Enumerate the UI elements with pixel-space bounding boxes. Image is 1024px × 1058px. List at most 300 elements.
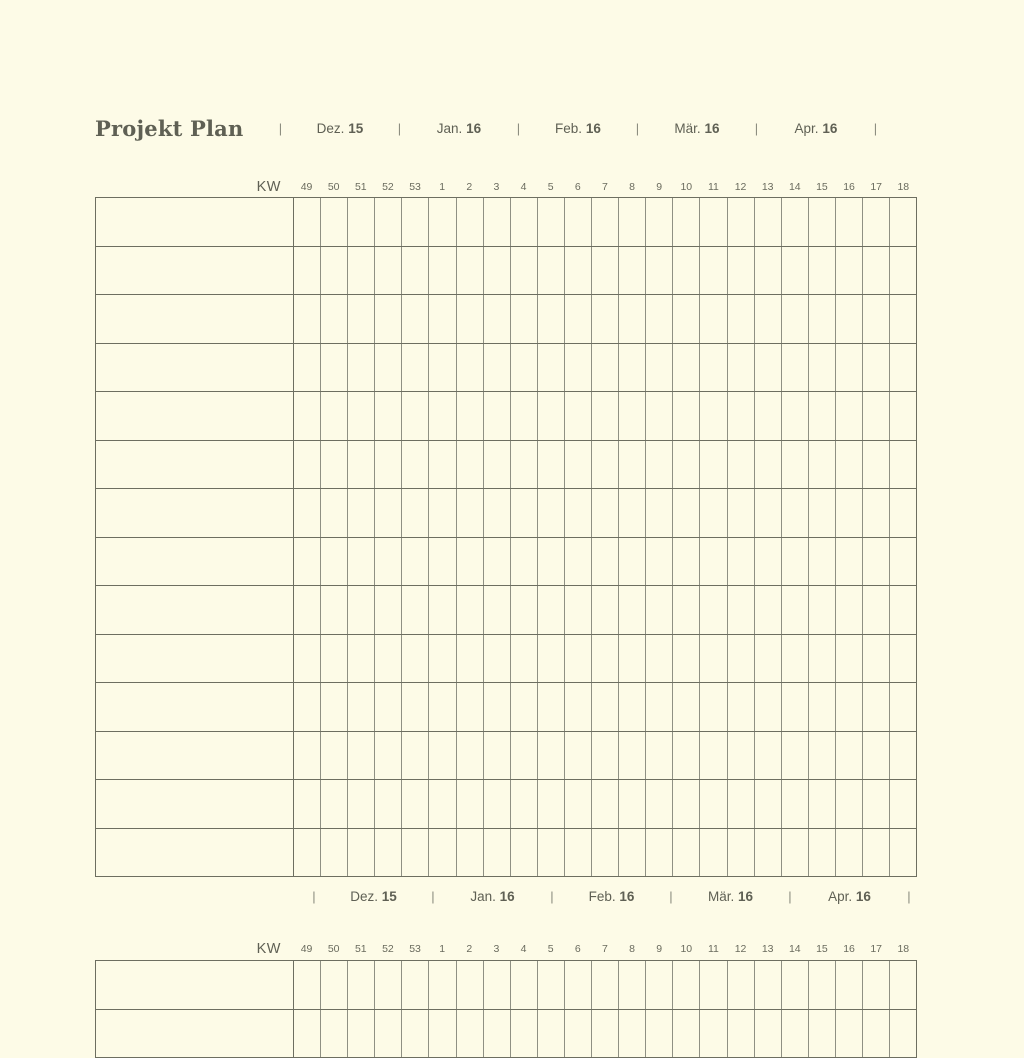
- week-cell[interactable]: [565, 780, 592, 828]
- task-name-cell[interactable]: [96, 780, 294, 828]
- week-cell[interactable]: [890, 732, 917, 780]
- week-cell[interactable]: [619, 441, 646, 489]
- week-cell[interactable]: [321, 683, 348, 731]
- week-cell[interactable]: [755, 732, 782, 780]
- week-cell[interactable]: [321, 198, 348, 246]
- week-cell[interactable]: [565, 247, 592, 295]
- week-cell[interactable]: [348, 538, 375, 586]
- week-cell[interactable]: [890, 829, 917, 877]
- week-cell[interactable]: [890, 780, 917, 828]
- week-cell[interactable]: [375, 683, 402, 731]
- task-name-cell[interactable]: [96, 441, 294, 489]
- week-cell[interactable]: [673, 780, 700, 828]
- week-cell[interactable]: [321, 247, 348, 295]
- table-row[interactable]: [96, 1010, 917, 1058]
- week-cell[interactable]: [592, 392, 619, 440]
- week-cell[interactable]: [728, 441, 755, 489]
- week-cells[interactable]: [294, 961, 917, 1009]
- week-cell[interactable]: [646, 489, 673, 537]
- week-cell[interactable]: [782, 295, 809, 343]
- week-cell[interactable]: [457, 1010, 484, 1058]
- week-cell[interactable]: [755, 683, 782, 731]
- week-cell[interactable]: [538, 635, 565, 683]
- week-cell[interactable]: [538, 247, 565, 295]
- week-cell[interactable]: [728, 586, 755, 634]
- week-cell[interactable]: [321, 538, 348, 586]
- week-cell[interactable]: [782, 247, 809, 295]
- week-cell[interactable]: [700, 441, 727, 489]
- week-cell[interactable]: [375, 538, 402, 586]
- week-cell[interactable]: [348, 344, 375, 392]
- week-cell[interactable]: [429, 344, 456, 392]
- week-cell[interactable]: [755, 780, 782, 828]
- week-cell[interactable]: [348, 683, 375, 731]
- week-cell[interactable]: [782, 683, 809, 731]
- week-cell[interactable]: [484, 441, 511, 489]
- week-cell[interactable]: [429, 198, 456, 246]
- week-cell[interactable]: [592, 635, 619, 683]
- week-cell[interactable]: [294, 1010, 321, 1058]
- week-cell[interactable]: [375, 295, 402, 343]
- week-cell[interactable]: [619, 1010, 646, 1058]
- week-cell[interactable]: [646, 344, 673, 392]
- week-cell[interactable]: [484, 780, 511, 828]
- week-cell[interactable]: [565, 295, 592, 343]
- week-cell[interactable]: [321, 441, 348, 489]
- week-cell[interactable]: [863, 1010, 890, 1058]
- week-cell[interactable]: [619, 392, 646, 440]
- week-cell[interactable]: [294, 586, 321, 634]
- week-cell[interactable]: [700, 392, 727, 440]
- week-cell[interactable]: [836, 829, 863, 877]
- week-cell[interactable]: [538, 392, 565, 440]
- week-cell[interactable]: [511, 829, 538, 877]
- week-cell[interactable]: [511, 295, 538, 343]
- week-cell[interactable]: [348, 441, 375, 489]
- week-cell[interactable]: [755, 489, 782, 537]
- week-cell[interactable]: [592, 780, 619, 828]
- week-cell[interactable]: [592, 295, 619, 343]
- week-cell[interactable]: [782, 198, 809, 246]
- week-cell[interactable]: [348, 961, 375, 1009]
- week-cell[interactable]: [565, 392, 592, 440]
- week-cell[interactable]: [321, 344, 348, 392]
- week-cell[interactable]: [673, 247, 700, 295]
- week-cell[interactable]: [592, 441, 619, 489]
- week-cell[interactable]: [836, 780, 863, 828]
- week-cell[interactable]: [619, 198, 646, 246]
- week-cell[interactable]: [755, 247, 782, 295]
- week-cell[interactable]: [809, 538, 836, 586]
- week-cell[interactable]: [348, 392, 375, 440]
- week-cell[interactable]: [511, 683, 538, 731]
- week-cell[interactable]: [809, 961, 836, 1009]
- week-cell[interactable]: [673, 489, 700, 537]
- week-cell[interactable]: [728, 961, 755, 1009]
- week-cell[interactable]: [457, 780, 484, 828]
- week-cell[interactable]: [484, 489, 511, 537]
- week-cell[interactable]: [348, 1010, 375, 1058]
- week-cell[interactable]: [592, 586, 619, 634]
- week-cell[interactable]: [619, 344, 646, 392]
- week-cell[interactable]: [484, 586, 511, 634]
- table-row[interactable]: [96, 538, 917, 587]
- week-cell[interactable]: [863, 392, 890, 440]
- week-cell[interactable]: [673, 829, 700, 877]
- week-cell[interactable]: [646, 1010, 673, 1058]
- week-cell[interactable]: [457, 489, 484, 537]
- week-cell[interactable]: [402, 780, 429, 828]
- week-cell[interactable]: [809, 392, 836, 440]
- week-cell[interactable]: [375, 441, 402, 489]
- week-cell[interactable]: [457, 441, 484, 489]
- week-cell[interactable]: [673, 344, 700, 392]
- week-cell[interactable]: [700, 538, 727, 586]
- week-cell[interactable]: [348, 247, 375, 295]
- week-cell[interactable]: [348, 732, 375, 780]
- week-cell[interactable]: [429, 489, 456, 537]
- week-cell[interactable]: [457, 732, 484, 780]
- week-cell[interactable]: [836, 441, 863, 489]
- week-cell[interactable]: [673, 295, 700, 343]
- week-cell[interactable]: [890, 344, 917, 392]
- week-cell[interactable]: [646, 961, 673, 1009]
- week-cell[interactable]: [321, 1010, 348, 1058]
- task-name-cell[interactable]: [96, 586, 294, 634]
- table-row[interactable]: [96, 780, 917, 829]
- week-cell[interactable]: [429, 961, 456, 1009]
- week-cell[interactable]: [375, 780, 402, 828]
- week-cell[interactable]: [836, 1010, 863, 1058]
- week-cell[interactable]: [646, 829, 673, 877]
- week-cell[interactable]: [321, 295, 348, 343]
- week-cell[interactable]: [402, 441, 429, 489]
- week-cell[interactable]: [890, 392, 917, 440]
- week-cell[interactable]: [565, 198, 592, 246]
- week-cell[interactable]: [863, 635, 890, 683]
- week-cell[interactable]: [321, 732, 348, 780]
- week-cell[interactable]: [728, 247, 755, 295]
- week-cell[interactable]: [863, 961, 890, 1009]
- week-cell[interactable]: [782, 961, 809, 1009]
- week-cell[interactable]: [592, 961, 619, 1009]
- week-cell[interactable]: [402, 344, 429, 392]
- week-cell[interactable]: [619, 829, 646, 877]
- week-cell[interactable]: [809, 295, 836, 343]
- week-cell[interactable]: [457, 392, 484, 440]
- week-cell[interactable]: [294, 732, 321, 780]
- week-cells[interactable]: [294, 344, 917, 392]
- task-name-cell[interactable]: [96, 247, 294, 295]
- week-cell[interactable]: [890, 441, 917, 489]
- week-cell[interactable]: [619, 780, 646, 828]
- week-cell[interactable]: [890, 586, 917, 634]
- week-cell[interactable]: [429, 683, 456, 731]
- week-cell[interactable]: [782, 1010, 809, 1058]
- week-cell[interactable]: [700, 344, 727, 392]
- week-cell[interactable]: [673, 635, 700, 683]
- week-cell[interactable]: [484, 392, 511, 440]
- week-cell[interactable]: [592, 829, 619, 877]
- week-cell[interactable]: [619, 489, 646, 537]
- week-cell[interactable]: [429, 829, 456, 877]
- week-cell[interactable]: [809, 489, 836, 537]
- week-cell[interactable]: [700, 247, 727, 295]
- week-cell[interactable]: [565, 961, 592, 1009]
- week-cell[interactable]: [673, 441, 700, 489]
- week-cell[interactable]: [375, 635, 402, 683]
- week-cell[interactable]: [863, 247, 890, 295]
- week-cell[interactable]: [511, 198, 538, 246]
- week-cell[interactable]: [484, 683, 511, 731]
- week-cell[interactable]: [565, 344, 592, 392]
- week-cell[interactable]: [511, 392, 538, 440]
- week-cell[interactable]: [429, 635, 456, 683]
- week-cell[interactable]: [375, 1010, 402, 1058]
- week-cell[interactable]: [755, 344, 782, 392]
- week-cell[interactable]: [863, 489, 890, 537]
- week-cell[interactable]: [402, 1010, 429, 1058]
- task-name-cell[interactable]: [96, 198, 294, 246]
- week-cells[interactable]: [294, 441, 917, 489]
- week-cell[interactable]: [511, 247, 538, 295]
- week-cell[interactable]: [457, 586, 484, 634]
- week-cell[interactable]: [538, 344, 565, 392]
- week-cell[interactable]: [700, 198, 727, 246]
- task-name-cell[interactable]: [96, 392, 294, 440]
- week-cell[interactable]: [782, 392, 809, 440]
- week-cell[interactable]: [836, 247, 863, 295]
- week-cell[interactable]: [375, 732, 402, 780]
- week-cell[interactable]: [646, 780, 673, 828]
- week-cell[interactable]: [402, 392, 429, 440]
- week-cell[interactable]: [755, 1010, 782, 1058]
- week-cell[interactable]: [294, 683, 321, 731]
- week-cell[interactable]: [348, 635, 375, 683]
- week-cell[interactable]: [646, 683, 673, 731]
- week-cell[interactable]: [511, 489, 538, 537]
- week-cell[interactable]: [538, 829, 565, 877]
- week-cell[interactable]: [728, 295, 755, 343]
- table-row[interactable]: [96, 829, 917, 878]
- week-cell[interactable]: [348, 489, 375, 537]
- week-cell[interactable]: [538, 489, 565, 537]
- week-cell[interactable]: [565, 586, 592, 634]
- week-cell[interactable]: [890, 247, 917, 295]
- week-cell[interactable]: [457, 198, 484, 246]
- week-cell[interactable]: [375, 586, 402, 634]
- table-row[interactable]: [96, 344, 917, 393]
- week-cell[interactable]: [863, 441, 890, 489]
- week-cell[interactable]: [809, 344, 836, 392]
- table-row[interactable]: [96, 295, 917, 344]
- week-cell[interactable]: [890, 295, 917, 343]
- week-cell[interactable]: [863, 586, 890, 634]
- week-cell[interactable]: [294, 829, 321, 877]
- week-cell[interactable]: [294, 392, 321, 440]
- week-cells[interactable]: [294, 198, 917, 246]
- week-cells[interactable]: [294, 1010, 917, 1058]
- week-cell[interactable]: [646, 198, 673, 246]
- task-name-cell[interactable]: [96, 961, 294, 1009]
- week-cell[interactable]: [565, 683, 592, 731]
- week-cell[interactable]: [619, 961, 646, 1009]
- week-cell[interactable]: [809, 635, 836, 683]
- week-cell[interactable]: [809, 732, 836, 780]
- week-cell[interactable]: [809, 198, 836, 246]
- week-cell[interactable]: [294, 441, 321, 489]
- week-cell[interactable]: [592, 344, 619, 392]
- week-cell[interactable]: [619, 683, 646, 731]
- week-cell[interactable]: [294, 489, 321, 537]
- week-cell[interactable]: [484, 198, 511, 246]
- week-cell[interactable]: [375, 344, 402, 392]
- week-cell[interactable]: [836, 961, 863, 1009]
- week-cell[interactable]: [836, 538, 863, 586]
- week-cell[interactable]: [348, 829, 375, 877]
- week-cell[interactable]: [700, 683, 727, 731]
- week-cell[interactable]: [755, 295, 782, 343]
- week-cell[interactable]: [484, 1010, 511, 1058]
- week-cell[interactable]: [755, 441, 782, 489]
- week-cell[interactable]: [728, 489, 755, 537]
- week-cell[interactable]: [321, 489, 348, 537]
- task-name-cell[interactable]: [96, 635, 294, 683]
- week-cell[interactable]: [457, 538, 484, 586]
- week-cell[interactable]: [890, 198, 917, 246]
- week-cell[interactable]: [538, 961, 565, 1009]
- week-cell[interactable]: [809, 247, 836, 295]
- week-cells[interactable]: [294, 247, 917, 295]
- week-cell[interactable]: [457, 961, 484, 1009]
- week-cell[interactable]: [836, 392, 863, 440]
- week-cell[interactable]: [429, 441, 456, 489]
- week-cells[interactable]: [294, 780, 917, 828]
- week-cell[interactable]: [863, 780, 890, 828]
- task-name-cell[interactable]: [96, 344, 294, 392]
- week-cell[interactable]: [728, 392, 755, 440]
- week-cell[interactable]: [511, 961, 538, 1009]
- week-cell[interactable]: [782, 829, 809, 877]
- week-cell[interactable]: [321, 586, 348, 634]
- task-name-cell[interactable]: [96, 829, 294, 877]
- week-cell[interactable]: [863, 344, 890, 392]
- week-cell[interactable]: [619, 538, 646, 586]
- week-cell[interactable]: [429, 586, 456, 634]
- week-cells[interactable]: [294, 829, 917, 877]
- week-cell[interactable]: [646, 538, 673, 586]
- week-cell[interactable]: [592, 1010, 619, 1058]
- week-cell[interactable]: [511, 538, 538, 586]
- week-cell[interactable]: [728, 732, 755, 780]
- task-name-cell[interactable]: [96, 732, 294, 780]
- week-cell[interactable]: [429, 247, 456, 295]
- week-cell[interactable]: [484, 247, 511, 295]
- week-cell[interactable]: [538, 780, 565, 828]
- week-cell[interactable]: [782, 586, 809, 634]
- week-cell[interactable]: [700, 489, 727, 537]
- week-cell[interactable]: [646, 441, 673, 489]
- week-cell[interactable]: [375, 961, 402, 1009]
- week-cell[interactable]: [646, 586, 673, 634]
- week-cell[interactable]: [700, 1010, 727, 1058]
- week-cell[interactable]: [375, 392, 402, 440]
- week-cells[interactable]: [294, 732, 917, 780]
- week-cell[interactable]: [294, 780, 321, 828]
- week-cell[interactable]: [592, 247, 619, 295]
- project-grid-bottom[interactable]: [95, 960, 917, 1058]
- week-cell[interactable]: [511, 635, 538, 683]
- week-cell[interactable]: [836, 295, 863, 343]
- week-cell[interactable]: [592, 683, 619, 731]
- week-cells[interactable]: [294, 489, 917, 537]
- week-cell[interactable]: [755, 586, 782, 634]
- week-cell[interactable]: [592, 489, 619, 537]
- week-cells[interactable]: [294, 586, 917, 634]
- week-cell[interactable]: [619, 586, 646, 634]
- week-cell[interactable]: [375, 247, 402, 295]
- week-cells[interactable]: [294, 635, 917, 683]
- week-cell[interactable]: [890, 635, 917, 683]
- week-cell[interactable]: [863, 538, 890, 586]
- week-cell[interactable]: [700, 829, 727, 877]
- week-cell[interactable]: [809, 441, 836, 489]
- week-cell[interactable]: [700, 295, 727, 343]
- week-cell[interactable]: [402, 198, 429, 246]
- week-cell[interactable]: [836, 586, 863, 634]
- week-cell[interactable]: [782, 344, 809, 392]
- week-cell[interactable]: [457, 344, 484, 392]
- week-cell[interactable]: [565, 441, 592, 489]
- week-cell[interactable]: [565, 538, 592, 586]
- week-cell[interactable]: [728, 780, 755, 828]
- week-cell[interactable]: [592, 732, 619, 780]
- task-name-cell[interactable]: [96, 538, 294, 586]
- week-cell[interactable]: [782, 489, 809, 537]
- week-cell[interactable]: [673, 1010, 700, 1058]
- week-cell[interactable]: [565, 1010, 592, 1058]
- table-row[interactable]: [96, 732, 917, 781]
- week-cell[interactable]: [511, 441, 538, 489]
- week-cell[interactable]: [348, 586, 375, 634]
- week-cell[interactable]: [592, 198, 619, 246]
- week-cell[interactable]: [565, 732, 592, 780]
- week-cell[interactable]: [538, 295, 565, 343]
- week-cell[interactable]: [484, 732, 511, 780]
- week-cell[interactable]: [673, 732, 700, 780]
- week-cell[interactable]: [402, 586, 429, 634]
- week-cell[interactable]: [321, 780, 348, 828]
- week-cell[interactable]: [565, 829, 592, 877]
- week-cell[interactable]: [755, 392, 782, 440]
- week-cell[interactable]: [863, 295, 890, 343]
- week-cell[interactable]: [321, 829, 348, 877]
- week-cell[interactable]: [429, 392, 456, 440]
- week-cell[interactable]: [348, 295, 375, 343]
- week-cell[interactable]: [429, 295, 456, 343]
- week-cell[interactable]: [890, 538, 917, 586]
- week-cell[interactable]: [700, 732, 727, 780]
- week-cell[interactable]: [294, 295, 321, 343]
- week-cell[interactable]: [457, 683, 484, 731]
- week-cell[interactable]: [375, 829, 402, 877]
- week-cells[interactable]: [294, 295, 917, 343]
- week-cell[interactable]: [402, 538, 429, 586]
- week-cell[interactable]: [836, 198, 863, 246]
- week-cell[interactable]: [782, 780, 809, 828]
- week-cell[interactable]: [294, 538, 321, 586]
- week-cell[interactable]: [782, 538, 809, 586]
